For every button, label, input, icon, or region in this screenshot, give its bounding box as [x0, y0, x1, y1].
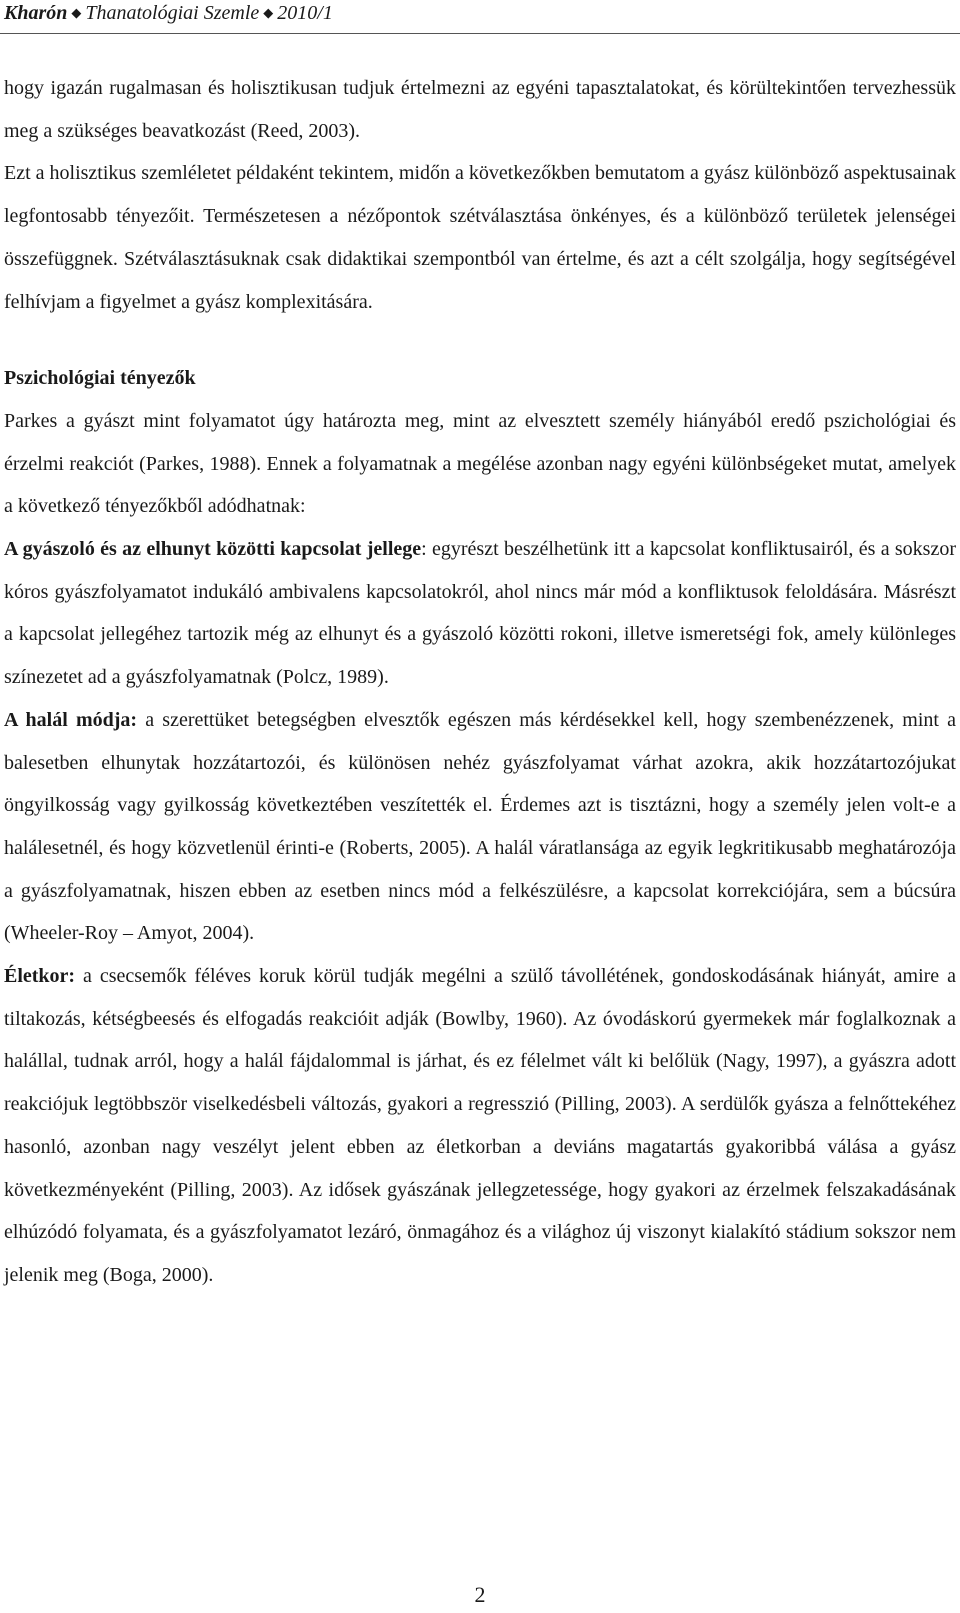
header-divider	[0, 33, 960, 34]
journal-title: Thanatológiai Szemle	[85, 2, 260, 24]
journal-issue: 2010/1	[277, 2, 333, 24]
death-manner-text: a szerettüket betegségben elvesztők egészen más kérdésekkel kell, hogy szembenézzenek, mint a balesetben elhunytak hozzátartozói, és különösen nehéz gyászfolyamat várhat azokra, akik hozzátartozójukat öngyilkosság vagy gyilkosság következtében veszítették el. Érdemes azt is tisztázni, hogy a személy jelen volt-e a halálesetnél, és hogy közvetlenül érinti-e (Roberts, 2005). A halál váratlansága az egyik legkritikusabb meghatározója a gyászfolyamatnak, hiszen ebben az esetben nincs mód a felkészülésre, a kapcsolat korrekciójára, sem a búcsúra (Wheeler-Roy – Amyot, 2004).	[4, 708, 956, 945]
age-lead: Életkor:	[4, 965, 76, 988]
page-number: 2	[474, 1582, 486, 1607]
diamond-icon: ◆	[263, 5, 274, 20]
spacer	[4, 323, 956, 357]
diamond-icon: ◆	[71, 5, 82, 20]
relationship-lead	[4, 538, 421, 560]
paragraph-relationship	[4, 528, 956, 699]
relationship-lead-text: A gyászoló és az elhunyt közötti kapcsolat jellege	[4, 538, 422, 561]
journal-name: Kharón	[4, 2, 68, 24]
paragraph-age	[4, 955, 956, 1297]
section-heading: Pszichológiai tényezők	[4, 367, 196, 390]
paragraph-parkes: Parkes a gyászt mint folyamatot úgy határozta meg, mint az elvesztett személy hiányából eredő pszichológiai és érzelmi reakciót (Parkes, 1988). Ennek a folyamatnak a megélése azonban nagy egyéni különbségeket mutat, amelyek a következő tényezőkből adódhatnak:	[4, 409, 956, 518]
relationship-text: : egyrészt beszélhetünk itt a kapcsolat konfliktusairól, és a sokszor kóros gyászfolyamatot indukáló ambivalens kapcsolatokról, ahol nincs már mód a konfliktusok feloldására. Másrészt a kapcsolat jellegéhez tartozik még az elhunyt és a gyászoló közötti rokoni, illetve ismeretségi fok, amely különleges színezetet ad a gyászfolyamatnak (Polcz, 1989).	[4, 538, 956, 689]
paragraph-death-manner	[4, 699, 956, 955]
age-text: a csecsemők féléves koruk körül tudják megélni a szülő távollétének, gondoskodásának hiányát, amire a tiltakozás, kétségbeesés és elfogadás reakcióit adják (Bowlby, 1960). Az óvodáskorú gyermekek már foglalkoznak a halállal, tudnak arról, hogy a halál fájdalommal is járhat, és ez félelmet vált ki belőlük (Nagy, 1997), a gyászra adott reakciójuk legtöbbször viselkedésbeli változás, gyakori a regresszió (Pilling, 2003). A serdülők gyásza a felnőttekéhez hasonló, azonban nagy veszélyt jelent ebben az életkorban a deviáns magatartás gyakoribbá válása a gyász következményeként (Pilling, 2003). Az idősek gyászának jellegzetessége, hogy gyakori az érzelmek felszakadásának elhúzódó folyamata, és a gyászfolyamatot lezáró, önmagához és a világhoz új viszonyt kialakító stádium sokszor nem jelenik meg (Boga, 2000).	[4, 965, 956, 1286]
paragraph-holistic: Ezt a holisztikus szemléletet példaként tekintem, midőn a következőkben bemutatom a gyász különböző aspektusainak legfontosabb tényezőit. Természetesen a nézőpontok szétválasztása önkényes, és a különböző területek jelenségei összefüggnek. Szétválasztásuknak csak didaktikai szempontból van értelme, és azt a célt szolgálja, hogy segítségével felhívjam a figyelmet a gyász komplexitására.	[4, 162, 956, 313]
page-body	[4, 67, 956, 1297]
running-header	[0, 0, 960, 33]
paragraph-continuation: hogy igazán rugalmasan és holisztikusan tudjuk értelmezni az egyéni tapasztalatokat, és körültekintően tervezhessük meg a szükséges beavatkozást (Reed, 2003).	[4, 77, 956, 142]
death-manner-lead: A halál módja:	[4, 708, 138, 731]
